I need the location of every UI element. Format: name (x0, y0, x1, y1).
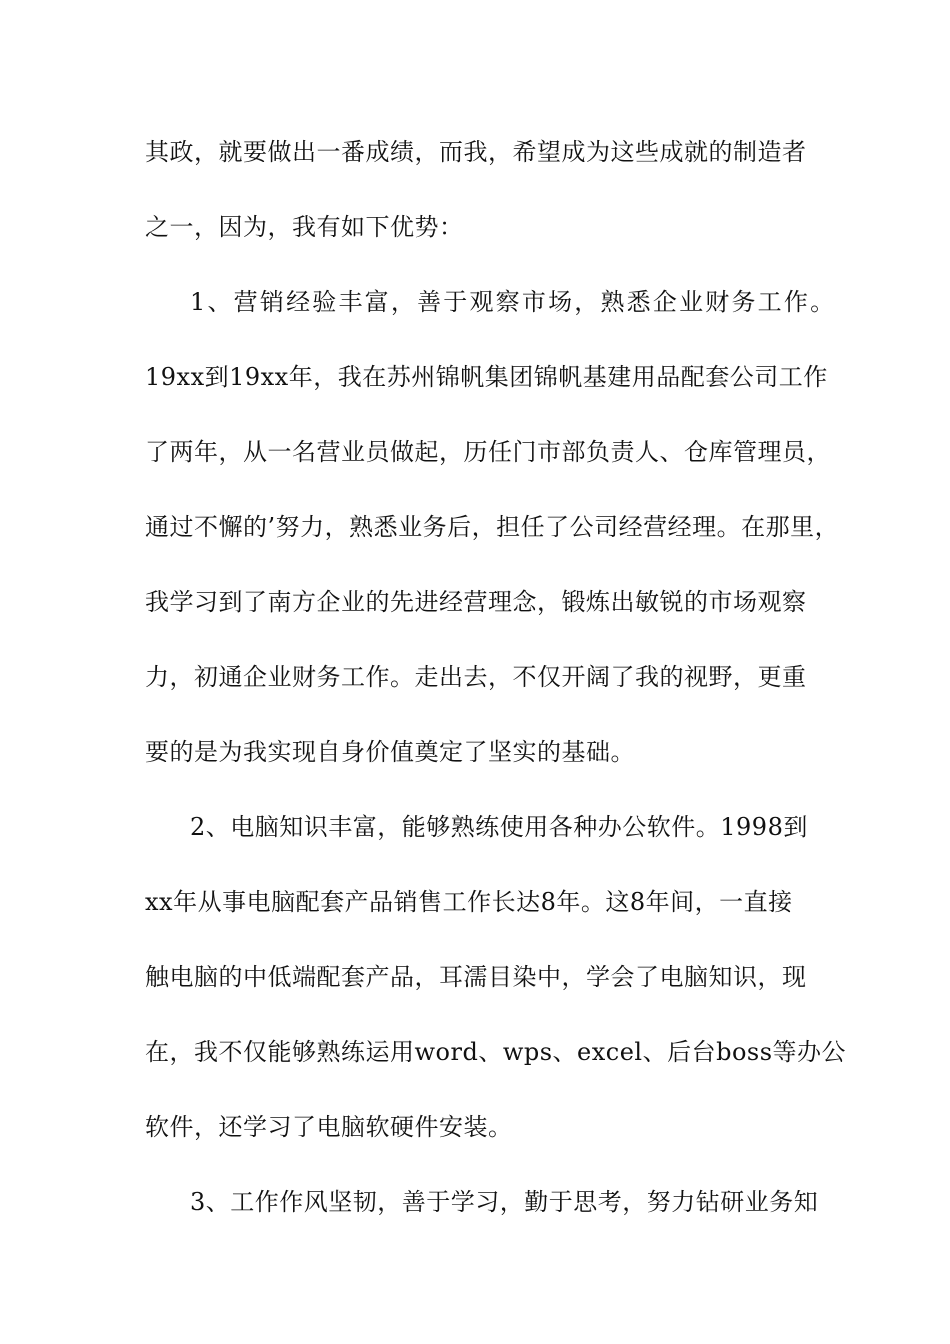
paragraph-1-heading: 1、营销经验丰富，善于观察市场，熟悉企业财务工作。 (190, 288, 837, 316)
text-line: 其政，就要做出一番成绩，而我，希望成为这些成就的制造者 (145, 138, 807, 166)
text-line: 要的是为我实现自身价值奠定了坚实的基础。 (145, 738, 635, 766)
text-line: 19xx到19xx年，我在苏州锦帆集团锦帆基建用品配套公司工作 (145, 363, 828, 391)
paragraph-2-heading: 2、电脑知识丰富，能够熟练使用各种办公软件。1998到 (190, 813, 808, 841)
text-line: 触电脑的中低端配套产品，耳濡目染中，学会了电脑知识，现 (145, 963, 807, 991)
text-line: 软件，还学习了电脑软硬件安装。 (145, 1113, 513, 1141)
text-line: xx年从事电脑配套产品销售工作长达8年。这8年间，一直接 (145, 888, 793, 916)
text-line: 力，初通企业财务工作。走出去，不仅开阔了我的视野，更重 (145, 663, 807, 691)
text-line: 我学习到了南方企业的先进经营理念，锻炼出敏锐的市场观察 (145, 588, 807, 616)
text-line: 通过不懈的’努力，熟悉业务后，担任了公司经营经理。在那里， (145, 513, 840, 541)
text-line: 在，我不仅能够熟练运用word、wps、excel、后台boss等办公 (145, 1038, 847, 1066)
text-line: 了两年，从一名营业员做起，历任门市部负责人、仓库管理员， (145, 438, 831, 466)
paragraph-3-heading: 3、工作作风坚韧，善于学习，勤于思考，努力钻研业务知 (190, 1188, 819, 1216)
text-line: 之一，因为，我有如下优势： (145, 213, 464, 241)
